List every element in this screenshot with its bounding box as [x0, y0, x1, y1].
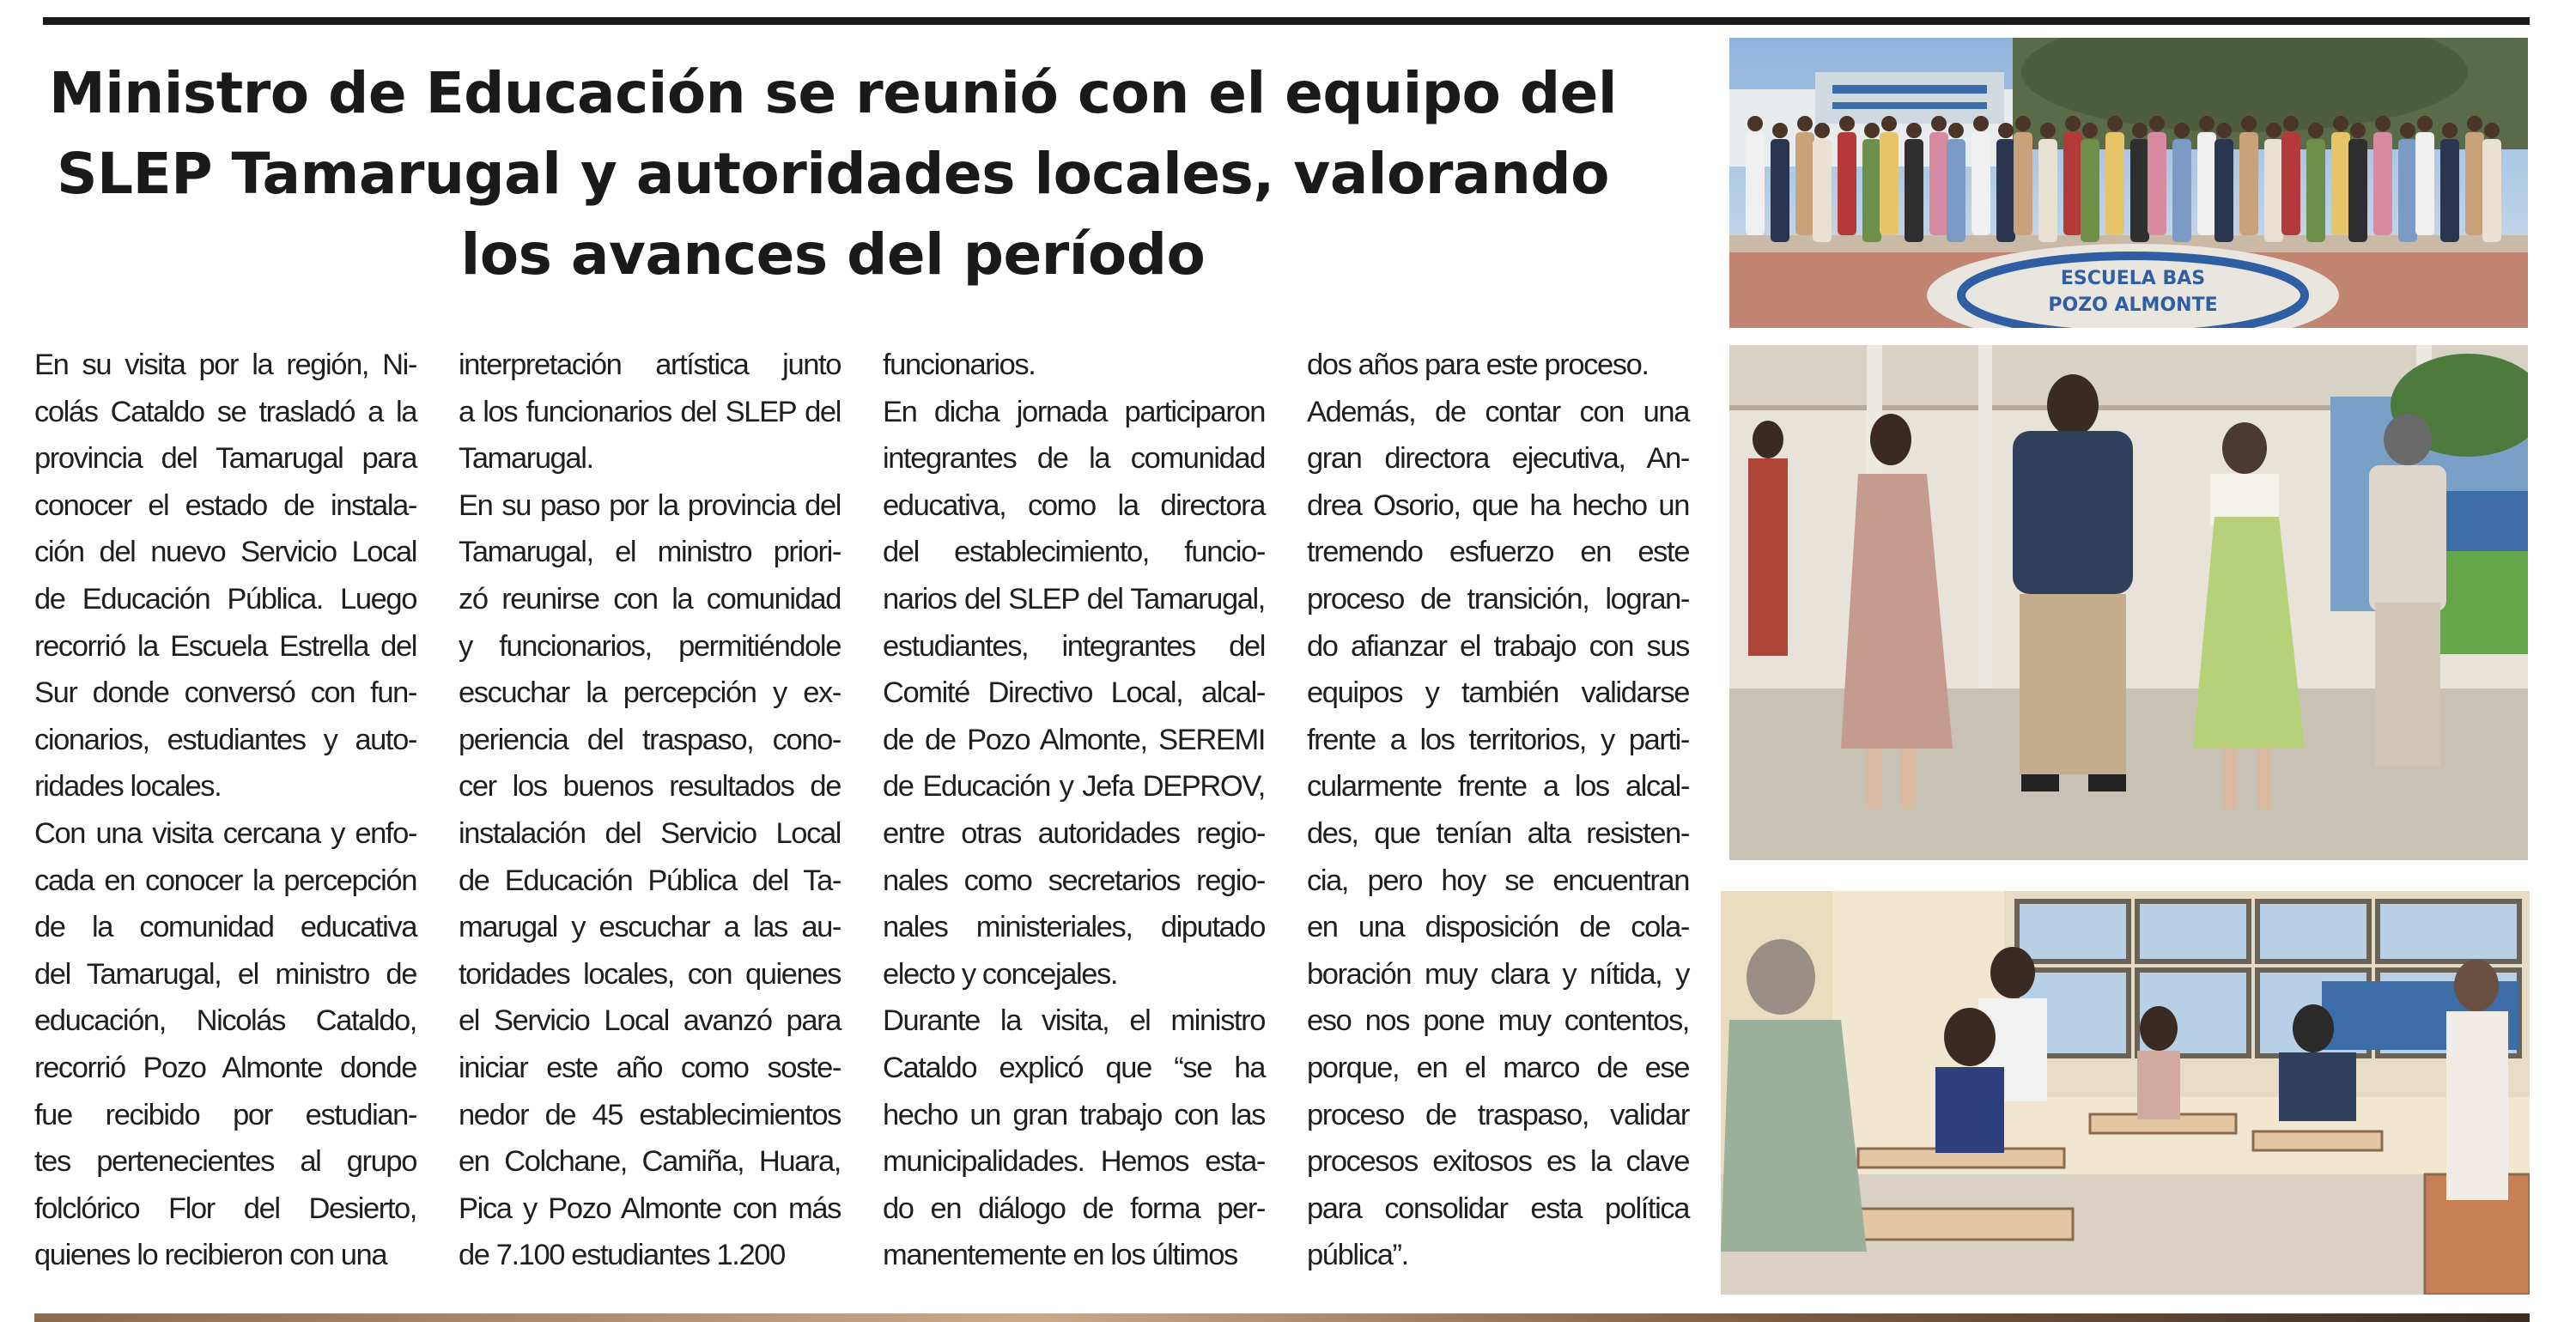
article-text-line: Tamarugal, el ministro priori-: [459, 536, 841, 569]
article-text-line: del Tamarugal, el ministro de: [34, 957, 416, 991]
article-text-line: Pica y Pozo Almonte con más: [459, 1192, 841, 1225]
crowd-person-head: [1906, 123, 1922, 138]
crowd-person-head: [1747, 116, 1763, 131]
article-text-line: para consolidar esta política: [1307, 1192, 1689, 1225]
article-text-line: Tamarugal.: [459, 442, 593, 476]
crowd-person-body: [1947, 139, 1965, 242]
article-text-line: de Educación y Jefa DEPROV,: [883, 770, 1265, 804]
article-text-line: cia, pero hoy se encuentran: [1307, 864, 1689, 897]
article-text-line: periencia del traspaso, cono-: [459, 723, 841, 756]
article-text-line: pública”.: [1307, 1239, 1408, 1272]
article-text-line: Con una visita cercana y enfo-: [34, 816, 416, 850]
crowd-person-head: [2308, 123, 2324, 138]
article-text-line: escuchar la percepción y ex-: [459, 676, 841, 710]
crowd-person-body: [1862, 139, 1881, 242]
article-text-line: toridades locales, con quienes: [459, 957, 841, 991]
article-text-line: entre otras autoridades regio-: [883, 816, 1265, 850]
article-text-line: manentemente en los últimos: [883, 1239, 1237, 1272]
crowd-person-body: [2331, 132, 2350, 235]
article-text-line: cer los buenos resultados de: [459, 770, 841, 804]
article-text-line: Comité Directivo Local, alcal-: [883, 676, 1265, 710]
article-text-line: En su paso por la provincia del: [459, 488, 841, 522]
article-column-3: [883, 342, 1265, 1279]
crowd-person-body: [2148, 132, 2166, 235]
crowd-person-head: [2174, 123, 2190, 138]
crowd-person-head: [1998, 123, 2014, 138]
crowd-person-body: [2482, 139, 2501, 242]
sign-text: ESCUELA BAS: [2060, 268, 2206, 289]
crowd-person-head: [1797, 116, 1813, 131]
article-text-line: ción del nuevo Servicio Local: [34, 536, 416, 569]
article-text-line: integrantes de la comunidad: [883, 442, 1265, 476]
crowd-person-head: [2199, 116, 2215, 131]
article-text-line: proceso de transición, logran-: [1307, 582, 1689, 616]
article-text-line: Sur donde conversó con fun-: [34, 676, 416, 710]
article-text-line: zó reunirse con la comunidad: [459, 582, 841, 616]
crowd-person-head: [1772, 123, 1788, 138]
article-text-line: municipalidades. Hemos esta-: [883, 1145, 1265, 1179]
crowd-person-body: [2063, 132, 2082, 235]
crowd-person-body: [1905, 139, 1923, 242]
crowd-person-head: [2333, 116, 2348, 131]
crowd-person-body: [2306, 139, 2325, 242]
article-text-line: electo y concejales.: [883, 957, 1118, 991]
article-text-line: tremendo esfuerzo en este: [1307, 536, 1689, 569]
crowd-person-head: [2149, 116, 2165, 131]
article-text-line: en Colchane, Camiña, Huara,: [459, 1145, 841, 1179]
crowd-person-body: [2130, 139, 2149, 242]
article-text-line: provincia del Tamarugal para: [34, 442, 416, 476]
article-text-line: porque, en el marco de ese: [1307, 1051, 1689, 1084]
article-text-line: funcionarios.: [883, 349, 1036, 381]
crowd-person-head: [1948, 123, 1964, 138]
bottom-photo-strip: [34, 1313, 2530, 1322]
headline-line: los avances del período: [460, 221, 1206, 288]
crowd-person-body: [1971, 132, 1990, 235]
article-text-line: marugal y escuchar a las au-: [459, 911, 841, 944]
article-text-line: recorrió la Escuela Estrella del: [34, 629, 416, 663]
crowd-person-head: [2040, 123, 2056, 138]
article-headline: [34, 53, 1631, 295]
crowd-person-head: [1973, 116, 1989, 131]
crowd-person-body: [1746, 132, 1765, 235]
crowd-person-head: [2241, 116, 2257, 131]
crowd-person-body: [2465, 132, 2484, 235]
article-text-line: hecho un gran trabajo con las: [883, 1098, 1265, 1131]
crowd-person-body: [1996, 139, 2015, 242]
article-text-line: recorrió Pozo Almonte donde: [34, 1051, 416, 1084]
article-text-line: Durante la visita, el ministro: [883, 1004, 1265, 1038]
article-text-line: educativa, como la directora: [883, 488, 1265, 522]
article-text-line: tes pertenecientes al grupo: [34, 1145, 416, 1179]
crowd-person-head: [2216, 123, 2232, 138]
crowd-person-head: [2400, 123, 2415, 138]
crowd-person-body: [1929, 132, 1948, 235]
crowd-person-body: [1838, 132, 1856, 235]
article-text-line: a los funcionarios del SLEP del: [459, 395, 841, 428]
crowd-person-body: [2264, 139, 2283, 242]
article-text-line: de Educación Pública del Ta-: [459, 864, 841, 897]
headline-line: SLEP Tamarugal y autoridades locales, valorando: [57, 141, 1609, 207]
classroom-photo: [1721, 891, 2530, 1295]
crowd-person-body: [2038, 139, 2057, 242]
crowd-person-head: [1881, 116, 1897, 131]
article-column-1: [34, 342, 416, 1279]
crowd-person-head: [1839, 116, 1855, 131]
crowd-person-head: [2015, 116, 2031, 131]
article-text-line: Cataldo explicó que “se ha: [883, 1051, 1265, 1084]
article-text-line: de de Pozo Almonte, SEREMI: [883, 723, 1265, 756]
crowd-person-head: [2132, 123, 2148, 138]
article-text-line: de Educación Pública. Luego: [34, 582, 416, 616]
group-photo: [1729, 38, 2528, 328]
crowd-person-body: [2197, 132, 2216, 235]
article-text-line: de la comunidad educativa: [34, 911, 416, 944]
article-text-line: drea Osorio, que ha hecho un: [1307, 488, 1689, 522]
article-text-line: cularmente frente a los alcal-: [1307, 770, 1689, 804]
crowd-person-body: [2415, 132, 2434, 235]
crowd-person-head: [2484, 123, 2500, 138]
article-text-line: procesos exitosos es la clave: [1307, 1145, 1689, 1179]
crowd-person-body: [2348, 139, 2367, 242]
crowd-person-body: [2281, 132, 2300, 235]
article-text-line: nales ministeriales, diputado: [883, 911, 1265, 944]
article-text-line: En dicha jornada participaron: [883, 395, 1265, 428]
article-text-line: do en diálogo de forma per-: [883, 1192, 1265, 1225]
crowd-person-body: [2172, 139, 2191, 242]
article-text-line: cada en conocer la percepción: [34, 864, 416, 897]
article-text-line: colás Cataldo se trasladó a la: [34, 395, 416, 428]
article-text-line: iniciar este año como soste-: [459, 1051, 841, 1084]
article-text-line: el Servicio Local avanzó para: [459, 1004, 841, 1038]
crowd-person-body: [1813, 139, 1832, 242]
article-text-line: estudiantes, integrantes del: [883, 629, 1265, 663]
article-column-4: [1307, 342, 1689, 1279]
article-text-line: boración muy clara y nítida, y: [1307, 957, 1689, 991]
sign-text: POZO ALMONTE: [2048, 294, 2218, 316]
article-text-line: proceso de traspaso, validar: [1307, 1098, 1689, 1131]
crowd-person-head: [2082, 123, 2098, 138]
article-text-line: narios del SLEP del Tamarugal,: [883, 582, 1265, 616]
crowd-person-head: [1814, 123, 1830, 138]
crowd-person-head: [1864, 123, 1880, 138]
article-text-line: quienes lo recibieron con una: [34, 1239, 387, 1272]
crowd-person-body: [2373, 132, 2392, 235]
crowd-person-body: [1795, 132, 1814, 235]
crowd-person-body: [2215, 139, 2233, 242]
courtyard-photo: [1729, 345, 2528, 860]
article-text-line: en una disposición de cola-: [1307, 911, 1689, 944]
crowd-person-head: [2467, 116, 2482, 131]
article-text-line: interpretación artística junto: [459, 349, 841, 381]
article-text-line: del establecimiento, funcio-: [883, 536, 1265, 569]
article-text-line: educación, Nicolás Cataldo,: [34, 1004, 416, 1038]
crowd-person-body: [2239, 132, 2258, 235]
article-text-line: frente a los territorios, y parti-: [1307, 723, 1689, 756]
article-text-line: nales como secretarios regio-: [883, 864, 1265, 897]
crowd-person-body: [2081, 139, 2099, 242]
headline-line: Ministro de Educación se reunió con el equipo del: [49, 60, 1617, 126]
article-text-line: dos años para este proceso.: [1307, 349, 1649, 381]
article-text-line: nedor de 45 establecimientos: [459, 1098, 841, 1131]
article-column-2: [459, 342, 841, 1279]
article-text-line: y funcionarios, permitiéndole: [459, 629, 841, 663]
crowd-person-head: [2350, 123, 2366, 138]
crowd-person-body: [2440, 139, 2459, 242]
article-text-line: cionarios, estudiantes y auto-: [34, 723, 416, 756]
article-text-line: Además, de contar con una: [1307, 395, 1689, 428]
crowd-person-head: [2283, 116, 2299, 131]
crowd-person-head: [2107, 116, 2123, 131]
article-text-line: equipos y también validarse: [1307, 676, 1689, 710]
crowd-person-head: [2266, 123, 2281, 138]
article-text-line: ridades locales.: [34, 770, 222, 804]
crowd-person-body: [2014, 132, 2032, 235]
article-text-line: En su visita por la región, Ni-: [34, 349, 416, 381]
article-text-line: instalación del Servicio Local: [459, 816, 841, 850]
article-text-line: folclórico Flor del Desierto,: [34, 1192, 416, 1225]
crowd-person-body: [1880, 132, 1899, 235]
article-text-line: eso nos pone muy contentos,: [1307, 1004, 1689, 1038]
article-text-line: fue recibido por estudian-: [34, 1098, 416, 1131]
crowd-person-head: [2065, 116, 2081, 131]
crowd-person-head: [2417, 116, 2433, 131]
crowd-person-head: [1931, 116, 1947, 131]
crowd-person-body: [2105, 132, 2124, 235]
crowd-person-body: [2398, 139, 2417, 242]
article-text-line: des, que tenían alta resisten-: [1307, 816, 1689, 850]
crowd-person-head: [2442, 123, 2458, 138]
article-text-line: de 7.100 estudiantes 1.200: [459, 1239, 785, 1272]
article-text-line: do afianzar el trabajo con sus: [1307, 629, 1689, 663]
crowd-person-body: [1771, 139, 1789, 242]
crowd-person-head: [2375, 116, 2391, 131]
top-rule: [43, 17, 2530, 25]
article-text-line: gran directora ejecutiva, An-: [1307, 442, 1689, 476]
article-text-line: conocer el estado de instala-: [34, 488, 416, 522]
